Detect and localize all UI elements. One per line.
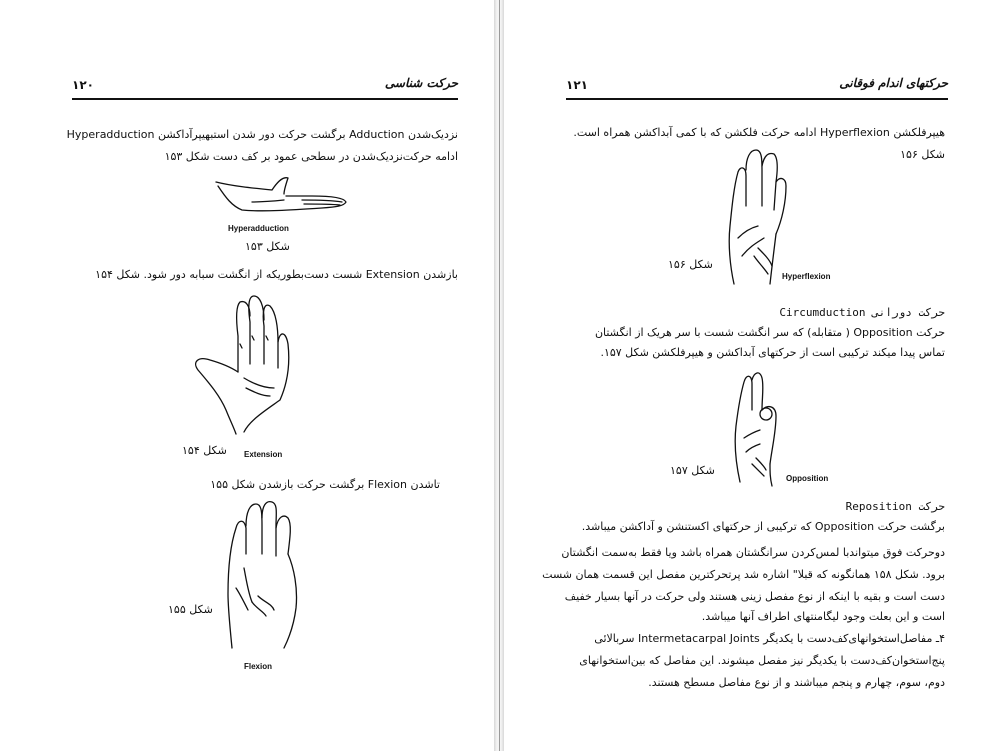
text-line: حرکت Opposition ( متقابله) که سر انگشت شست با سر هریک از انگشتان: [594, 326, 945, 339]
page-number: ۱۲۱: [566, 78, 588, 92]
hand-hyperflexion-illustration: [724, 146, 796, 292]
text-line: تاشدن Flexion برگشت حرکت بازشدن شکل ۱۵۵: [210, 478, 440, 491]
running-title: حرکتهای اندام فوقانی: [839, 76, 948, 90]
figure-caption: شکل ۱۵۴: [182, 444, 227, 457]
hand-flexion-illustration: [214, 498, 310, 656]
hand-extension-illustration: [190, 292, 306, 442]
text-line: برگشت حرکت Opposition که ترکیبی از حرکتهای اکستنشن و آداکشن میباشد.: [581, 520, 945, 533]
figure-caption: شکل ۱۵۳: [245, 240, 290, 253]
hand-opposition-illustration: [726, 368, 790, 490]
text-line: است و این بعلت وجود لیگامنتهای اطراف آنها میباشد.: [701, 610, 945, 623]
text-line: دست است و بقیه با اینکه از نوع مفصل زینی هستند ولی حرکت در آنها بسیار خفیف: [564, 590, 945, 603]
figure-caption: شکل ۱۵۷: [670, 464, 715, 477]
book-gutter: [494, 0, 504, 751]
right-page-header: [566, 76, 948, 100]
figure-label: Extension: [244, 450, 283, 459]
text-line: شکل ۱۵۶: [900, 148, 945, 161]
hand-hyperadduction-illustration: [212, 172, 352, 220]
figure-label: Hyperadduction: [228, 224, 289, 233]
text-line: حرکت Reposition: [845, 500, 945, 513]
figure-label: Flexion: [244, 662, 273, 671]
page-number: ۱۲۰: [72, 78, 94, 92]
text-line: دوحرکت فوق میتواندبا لمس‌کردن سرانگشتان همراه باشد ویا فقط به‌سمت انگشتان: [561, 546, 945, 559]
text-line: دوم، سوم، چهارم و پنجم میباشند و از نوع مفاصل مسطح هستند.: [648, 676, 945, 689]
text-line: حرکت دورانی Circumduction: [779, 306, 945, 319]
right-page: [504, 0, 999, 751]
left-page: [0, 0, 494, 751]
left-page-header: [72, 76, 458, 100]
figure-label: Opposition: [786, 474, 829, 483]
text-line: نزدیک‌شدن Adduction برگشت حرکت دور شدن استبهیپرآداکشن Hyperadduction: [66, 128, 458, 141]
text-line: ۴ـ مفاصل‌استخوانهای‌کف‌دست با یکدیگر Intermetacarpal Joints سربالائی: [594, 632, 945, 645]
text-line: بازشدن Extension شست دست‌بطوریکه از انگشت سبابه دور شود. شکل ۱۵۴: [95, 268, 458, 281]
text-line: ادامه حرکت‌نزدیک‌شدن در سطحی عمود بر کف دست شکل ۱۵۳: [164, 150, 458, 163]
figure-caption: شکل ۱۵۵: [168, 603, 213, 616]
text-line: پنج‌استخوان‌کف‌دست با یکدیگر نیز مفصل میشوند. این مفاصل که بین‌استخوانهای: [579, 654, 945, 667]
text-line: برود. شکل ۱۵۸ همانگونه که قبلا" اشاره شد پرتحرکترین مفصل این قسمت همان شست: [542, 568, 945, 581]
figure-label: Hyperflexion: [782, 272, 831, 281]
running-title: حرکت شناسی: [384, 76, 458, 90]
text-line: تماس پیدا میکند ترکیبی است از حرکتهای آبداکشن و هیپرفلکشن شکل ۱۵۷.: [600, 346, 945, 359]
text-line: هیپرفلکشن Hyperflexion ادامه حرکت فلکشن که با کمی آبداکشن همراه است.: [573, 126, 945, 139]
figure-caption: شکل ۱۵۶: [668, 258, 713, 271]
